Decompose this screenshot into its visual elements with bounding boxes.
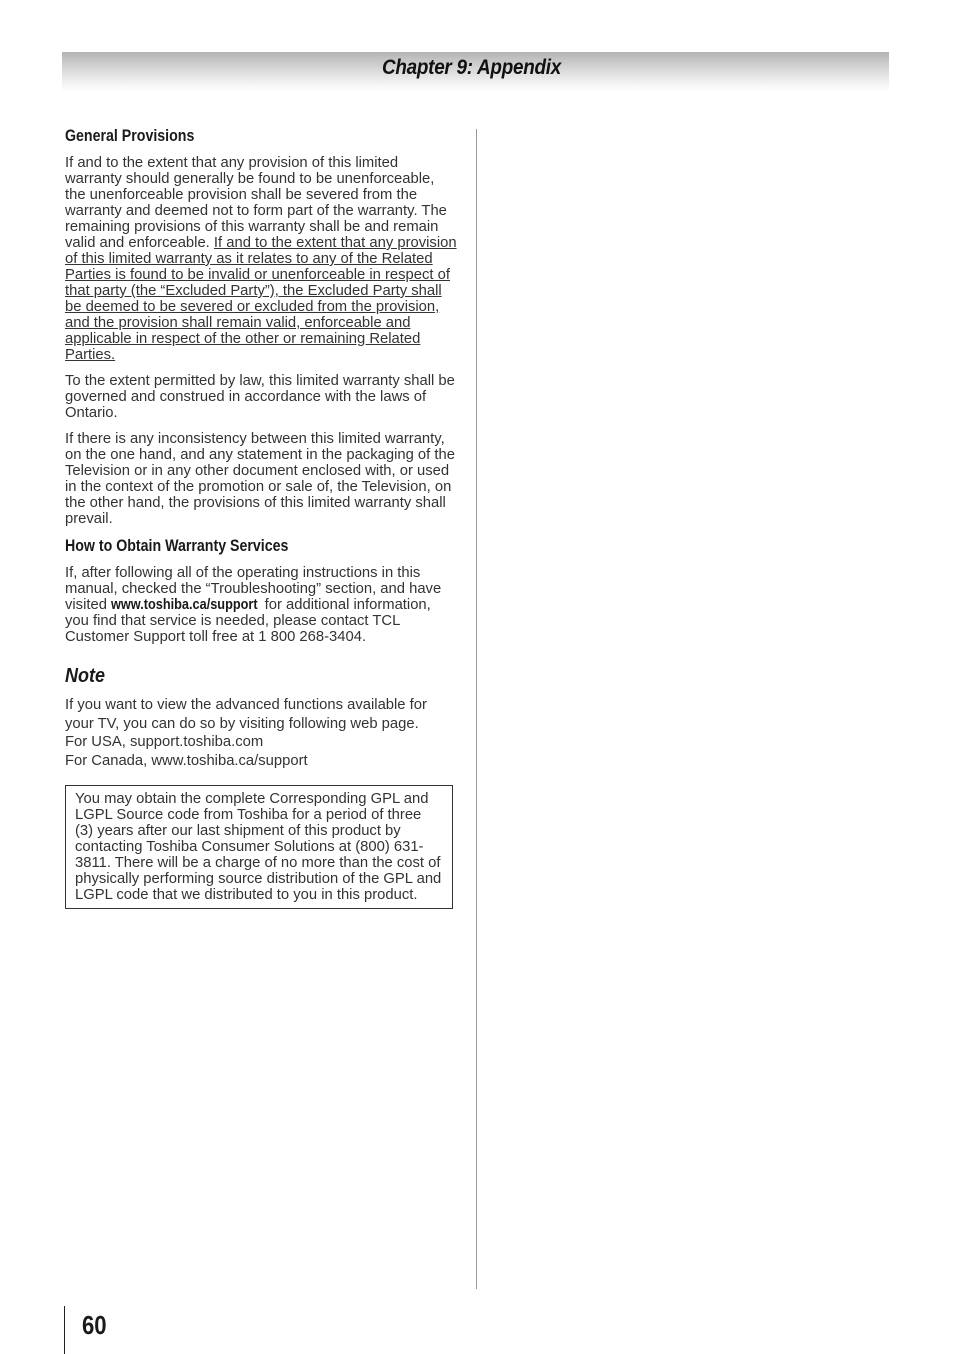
warranty-services-heading: How to Obtain Warranty Services <box>65 537 289 555</box>
note-advanced-functions: If you want to view the advanced functions available for your TV, you can do so by visiting following web page. <box>65 697 427 732</box>
support-website-link[interactable]: www.toshiba.ca/support <box>111 597 258 613</box>
warranty-services-paragraph <box>65 565 457 645</box>
inconsistency-paragraph: If there is any inconsistency between this limited warranty, on the one hand, and any statement in the packaging of the Television or in any other document enclosed with, or used in the context of the promotion or sale of, the Television, on the other hand, the provisions of this limited warranty shall prevail. <box>65 431 455 527</box>
page-number: 60 <box>82 1310 107 1340</box>
note-heading: Note <box>65 665 106 687</box>
column-divider <box>476 129 477 1289</box>
general-provisions-paragraph-1 <box>65 155 457 363</box>
note-canada-site: For Canada, www.toshiba.ca/support <box>65 752 308 769</box>
severability-text: If and to the extent that any provision of this limited warranty should generally be found to be unenforceable, the unenforceable provision shall be severed from the warranty and deemed not to form part of the warranty. The remaining provisions of this warranty shall be and remain valid and enforceable. <box>65 155 447 251</box>
folio-rule <box>64 1306 65 1354</box>
gpl-source-code-box: You may obtain the complete Corresponding GPL and LGPL Source code from Toshiba for a period of three (3) years after our last shipment of this product by contacting Toshiba Consumer Solutions at (800) 631-3811. There will be a charge of no more than the cost of physically performing source distribution of the GPL and LGPL code that we distributed to you in this product. <box>65 785 453 909</box>
warranty-services-text-after: for additional information, you find that service is needed, please contact TCL Customer Support toll free at 1 800 268-3404. <box>65 597 431 645</box>
governing-law-paragraph: To the extent permitted by law, this limited warranty shall be governed and construed in accordance with the laws of Ontario. <box>65 373 455 421</box>
chapter-title: Chapter 9: Appendix <box>382 56 562 79</box>
left-column <box>65 127 457 909</box>
note-usa-site: For USA, support.toshiba.com <box>65 734 264 750</box>
general-provisions-heading: General Provisions <box>65 127 195 145</box>
warranty-services-text-before: If, after following all of the operating instructions in this manual, checked the “Troubleshooting” section, and have visited <box>65 565 442 613</box>
related-parties-clause: If and to the extent that any provision of this limited warranty as it relates to any of the Related Parties is found to be invalid or unenforceable in respect of that party (the “Excluded Party”), the Excluded Party shall be deemed to be severed or excluded from the provision, and the provision shall remain valid, enforceable and applicable in respect of the other or remaining Related Parties. <box>65 235 457 363</box>
